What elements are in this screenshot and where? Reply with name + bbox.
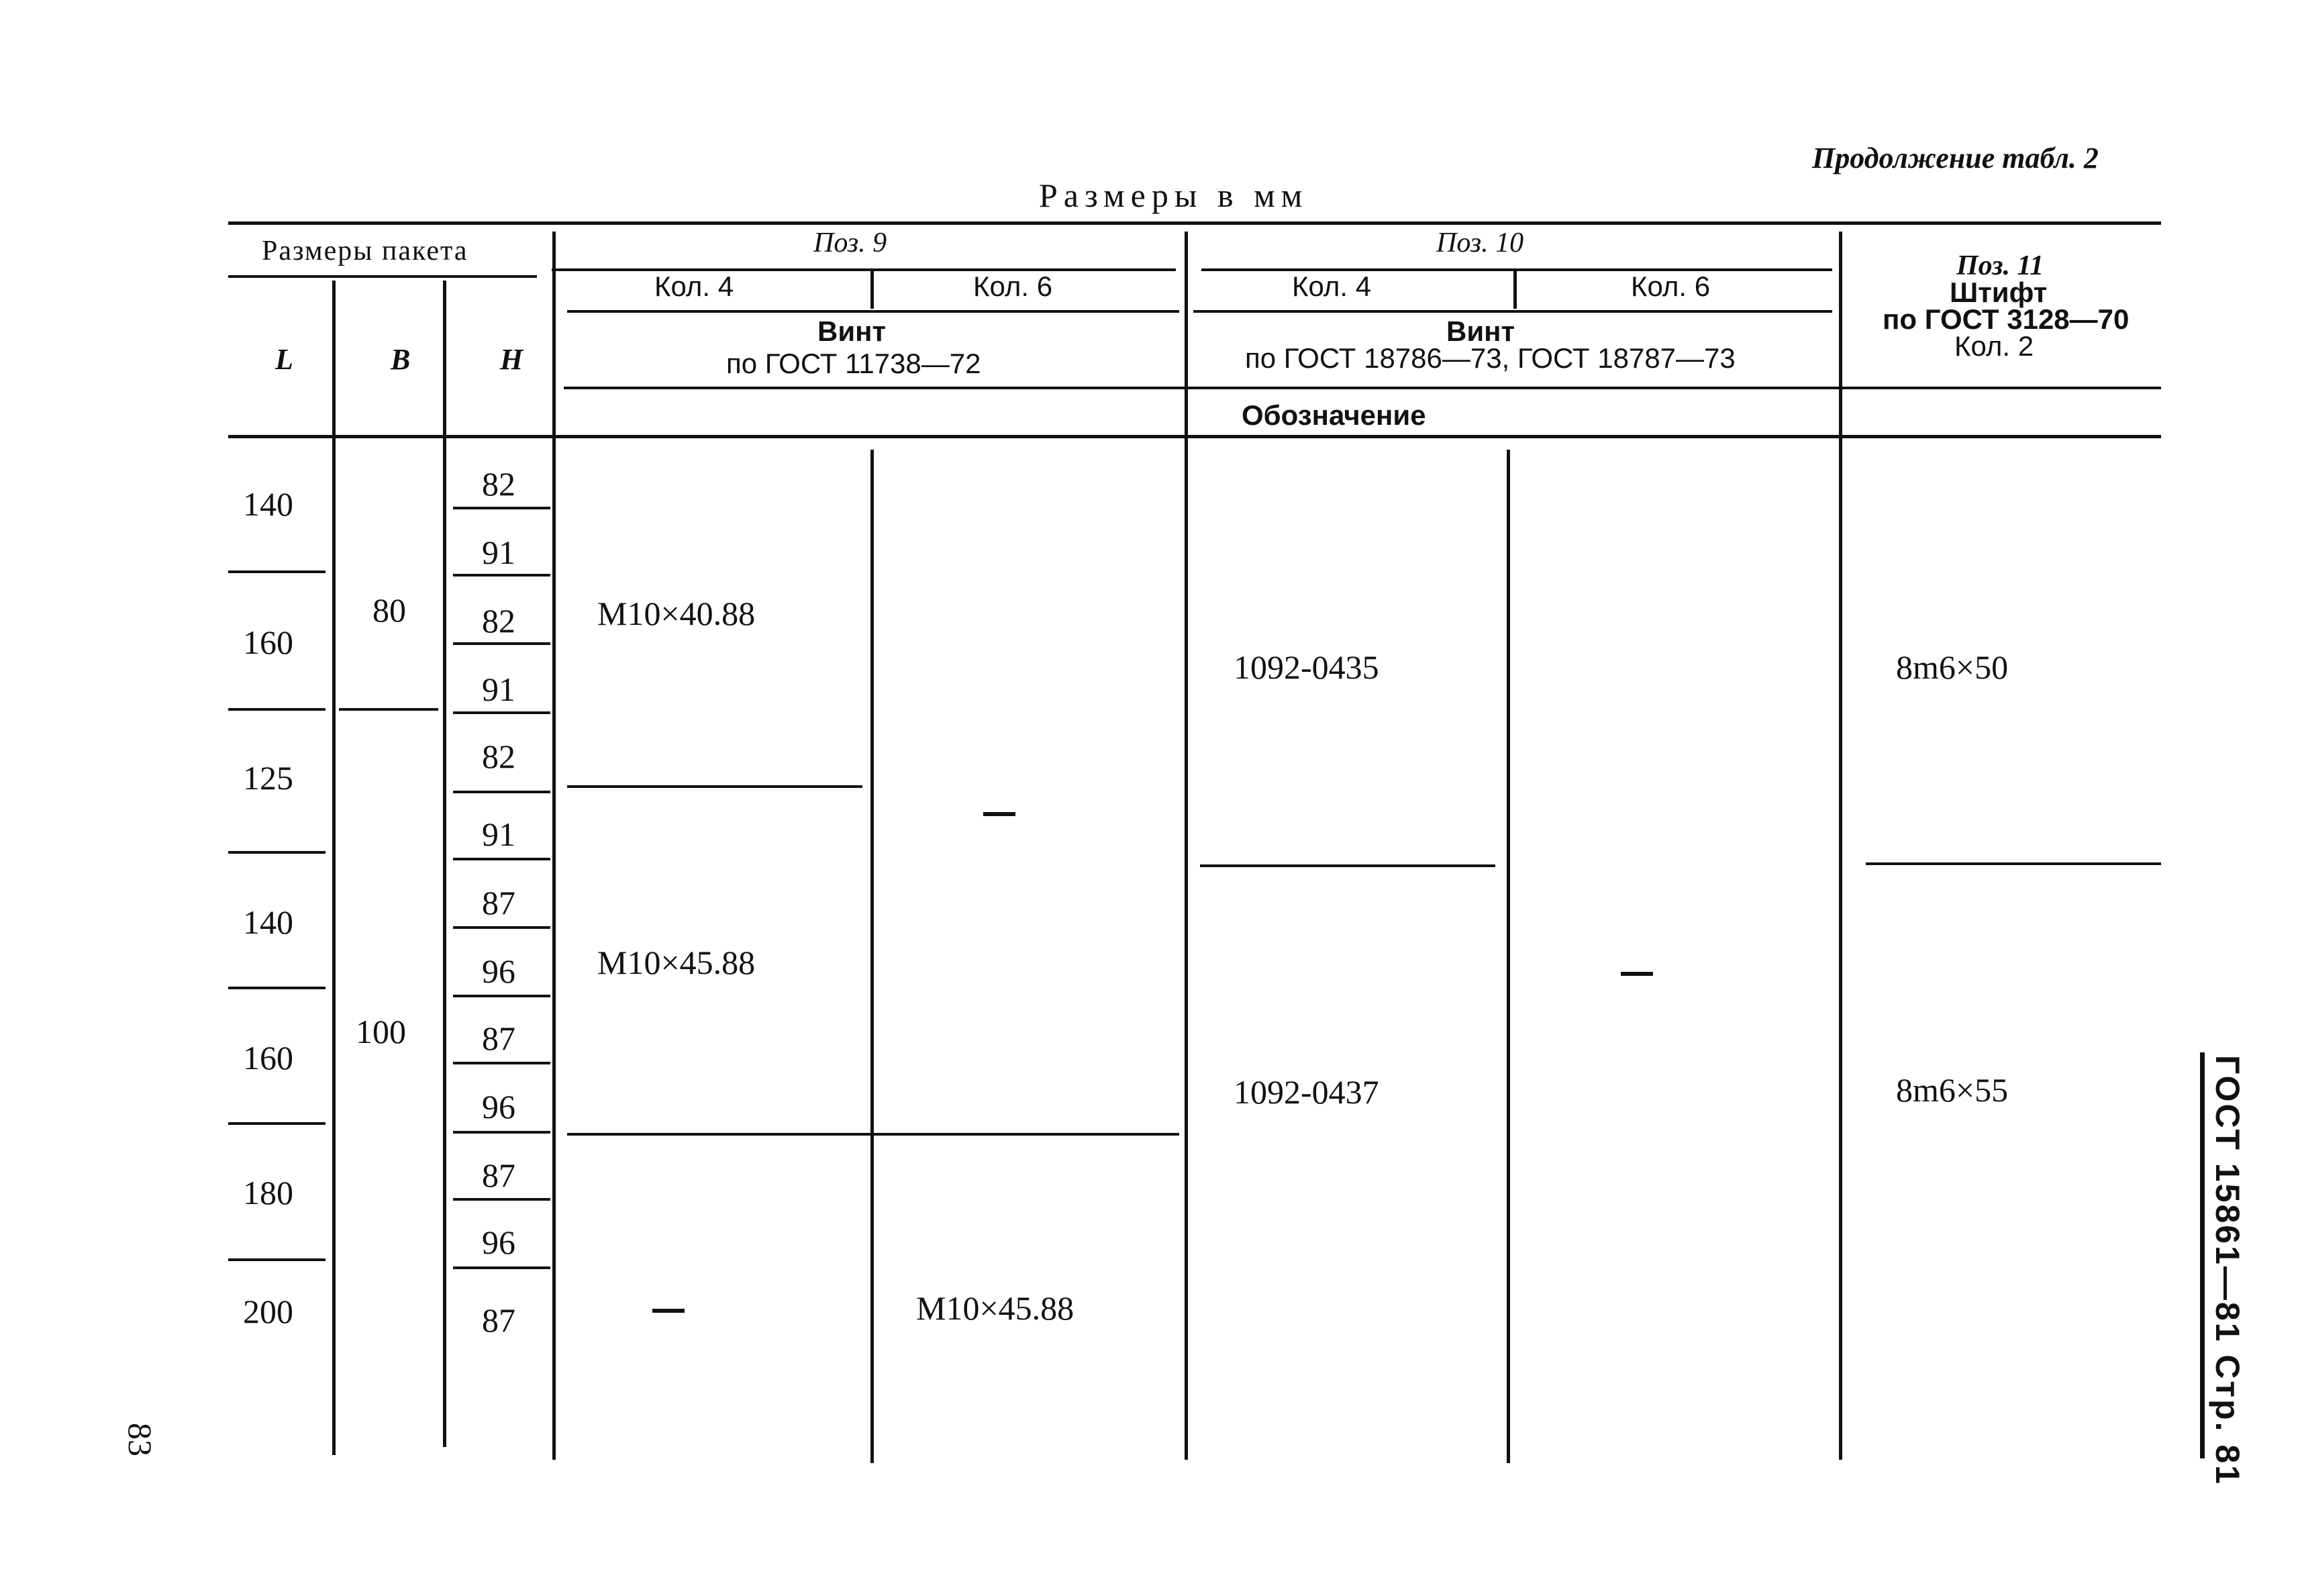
rule-L-2 [228, 708, 326, 711]
cell-H-7: 87 [482, 884, 515, 921]
page-number: 83 [121, 1423, 159, 1456]
rule-H-10 [453, 1131, 550, 1134]
header-poz10: Поз. 10 [1436, 228, 1524, 258]
rule-H-11 [453, 1198, 550, 1201]
cell-L-1: 140 [243, 485, 293, 523]
rule-H-8 [453, 995, 550, 997]
rule-H-3 [453, 642, 550, 645]
header-poz10-vint: Винт [1446, 315, 1515, 347]
header-poz11-standard: по ГОСТ 3128—70 [1883, 303, 2130, 335]
dash-poz9-k6 [983, 812, 1015, 816]
cell-L-3: 125 [243, 759, 293, 797]
rule-under-package [228, 275, 537, 278]
rule-H-4 [453, 711, 550, 714]
header-poz9-kol6: Кол. 6 [973, 270, 1053, 302]
rule-under-poz10-kol [1193, 310, 1832, 313]
cell-H-1: 82 [482, 465, 515, 503]
rule-under-header [228, 435, 2161, 438]
cell-H-12: 96 [482, 1224, 515, 1261]
vline-H-poz9 [552, 232, 556, 1460]
cell-poz11-a: 8m6×50 [1896, 648, 2009, 686]
cell-poz9-k4-a: M10×40.88 [597, 595, 756, 632]
rule-L-5 [228, 1122, 326, 1125]
header-poz9-standard: по ГОСТ 11738—72 [726, 348, 981, 379]
header-poz9-kol4: Кол. 4 [654, 270, 734, 302]
rule-under-poz9-kol [567, 310, 1179, 313]
rule-L-4 [228, 987, 326, 989]
cell-L-4: 140 [243, 903, 293, 941]
cell-poz11-b: 8m6×55 [1896, 1071, 2009, 1109]
rule-L-1 [228, 570, 326, 573]
rule-H-6 [453, 858, 550, 860]
header-package-sizes: Размеры пакета [262, 236, 468, 266]
units-title: Размеры в мм [1039, 177, 1309, 214]
rule-H-1 [453, 507, 550, 509]
divider-poz10-kol [1513, 271, 1517, 309]
cell-H-6: 91 [482, 815, 515, 853]
cell-B-1: 80 [372, 591, 406, 629]
header-designation: Обозначение [1242, 399, 1426, 431]
rule-under-poz9 [552, 268, 1176, 271]
header-poz9: Поз. 9 [813, 228, 887, 258]
dash-poz10-k6 [1621, 972, 1653, 976]
side-label: ГОСТ 15861—81 Стр. 81 [2209, 1055, 2246, 1486]
header-poz9-vint: Винт [817, 315, 887, 347]
continuation-label: Продолжение табл. 2 [1812, 142, 2099, 174]
cell-H-2: 91 [482, 534, 515, 571]
cell-H-5: 82 [482, 738, 515, 775]
vline-L-B [332, 281, 336, 1455]
rule-B-1 [339, 708, 438, 711]
header-poz10-standard: по ГОСТ 18786—73, ГОСТ 18787—73 [1245, 342, 1736, 374]
cell-poz9-k6-c: M10×45.88 [916, 1289, 1074, 1327]
header-poz10-kol4: Кол. 4 [1292, 270, 1372, 302]
header-col-B: B [391, 343, 411, 376]
cell-L-7: 200 [243, 1293, 293, 1330]
header-poz11-shtift: Штифт [1950, 277, 2048, 308]
rule-H-9 [453, 1062, 550, 1064]
rule-poz9-k4-1 [567, 785, 862, 788]
rule-H-12 [453, 1266, 550, 1269]
rule-L-6 [228, 1258, 326, 1261]
side-label-rule [2200, 1052, 2205, 1458]
vline-poz9-k4-k6 [870, 450, 874, 1463]
cell-H-8: 96 [482, 952, 515, 990]
cell-poz9-k4-b: M10×45.88 [597, 944, 756, 981]
divider-poz9-kol [870, 271, 874, 309]
cell-B-2: 100 [356, 1013, 406, 1050]
rule-above-designation [564, 387, 2161, 389]
cell-H-4: 91 [482, 670, 515, 708]
vline-poz10-k4-k6 [1507, 450, 1510, 1463]
header-col-L: L [275, 343, 293, 376]
header-poz11: Поз. 11 [1956, 250, 2044, 281]
cell-H-13: 87 [482, 1301, 515, 1339]
table-top-rule [228, 221, 2161, 225]
rule-H-7 [453, 926, 550, 929]
cell-poz10-k4-b: 1092-0437 [1234, 1073, 1379, 1111]
cell-L-6: 180 [243, 1174, 293, 1211]
header-poz11-kol: Кол. 2 [1954, 330, 2034, 362]
cell-L-2: 160 [243, 624, 293, 661]
header-col-H: H [500, 343, 523, 376]
cell-H-3: 82 [482, 602, 515, 640]
cell-H-9: 87 [482, 1019, 515, 1057]
vline-poz9-poz10 [1185, 232, 1188, 1460]
cell-H-11: 87 [482, 1156, 515, 1194]
cell-L-5: 160 [243, 1039, 293, 1077]
rule-poz9-k4-2 [567, 1133, 1179, 1136]
rule-poz11 [1866, 862, 2161, 865]
dash-poz9-k4 [652, 1309, 685, 1313]
rule-L-3 [228, 851, 326, 854]
cell-H-10: 96 [482, 1088, 515, 1126]
header-poz10-kol6: Кол. 6 [1631, 270, 1711, 302]
vline-B-H [443, 281, 446, 1447]
cell-poz10-k4-a: 1092-0435 [1234, 648, 1379, 686]
rule-H-5 [453, 791, 550, 793]
rule-H-2 [453, 574, 550, 577]
rule-poz10-k4 [1200, 864, 1495, 867]
vline-poz10-poz11 [1839, 232, 1842, 1460]
